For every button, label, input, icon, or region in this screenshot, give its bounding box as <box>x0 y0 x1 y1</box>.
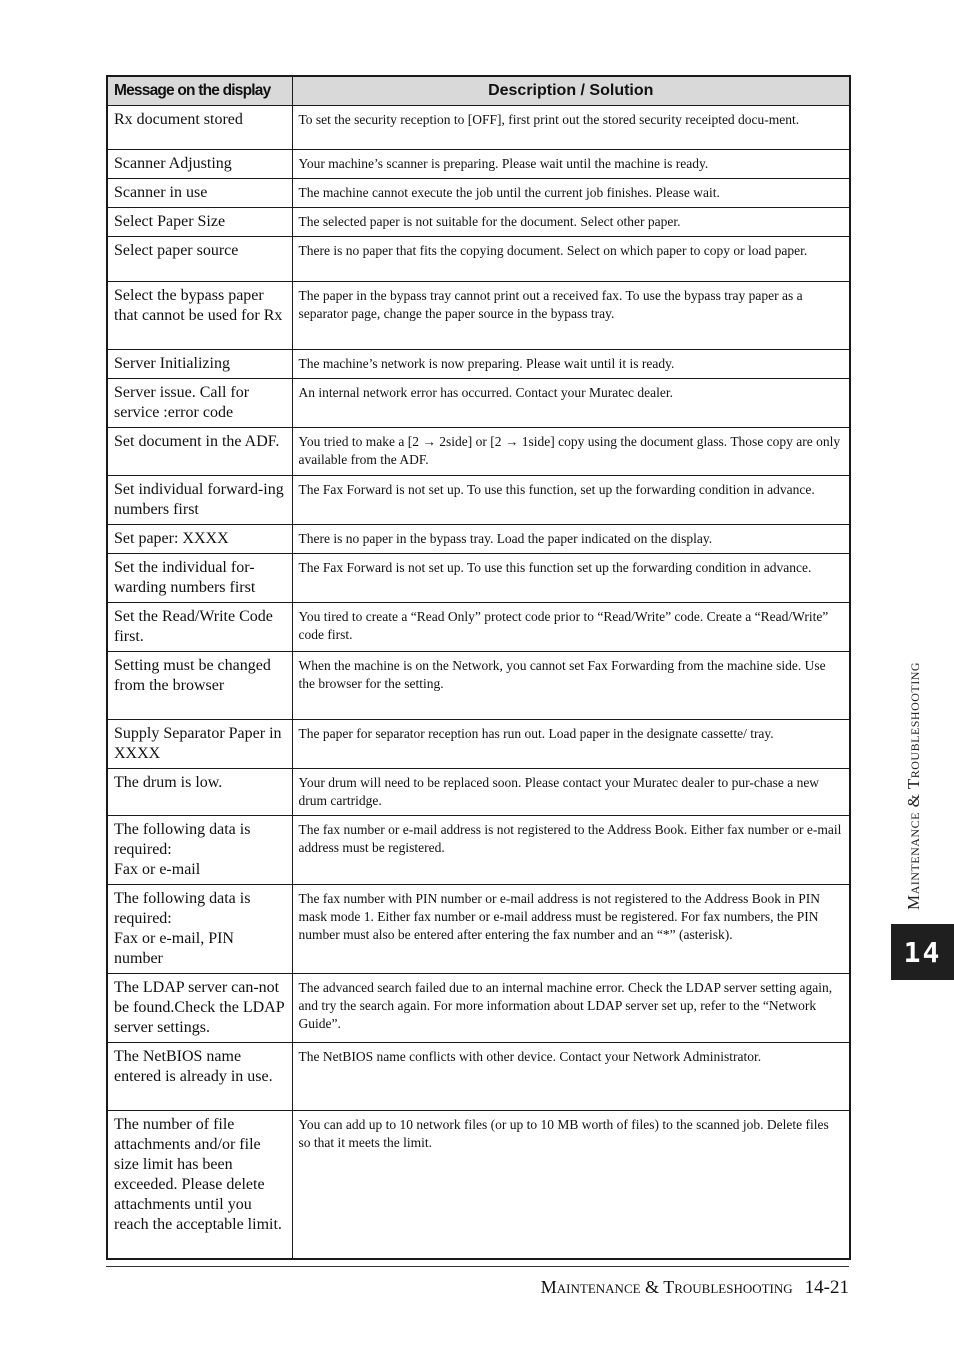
description-cell: The Fax Forward is not set up. To use this function, set up the forwarding condition in advance. <box>292 476 850 525</box>
description-cell: The machine cannot execute the job until the current job finishes. Please wait. <box>292 179 850 208</box>
column-header-description: Description / Solution <box>292 76 850 106</box>
column-header-message: Message on the display <box>107 76 292 106</box>
table-row <box>107 237 850 282</box>
table-row <box>107 1043 850 1111</box>
message-cell: Select the bypass paper that cannot be used for Rx <box>107 282 292 350</box>
table-row <box>107 769 850 816</box>
description-cell: The fax number or e-mail address is not registered to the Address Book. Either fax number or e-mail address must be registered. <box>292 816 850 885</box>
table-row <box>107 1111 850 1259</box>
description-cell: When the machine is on the Network, you cannot set Fax Forwarding from the machine side. Use the browser for the setting. <box>292 652 850 720</box>
description-cell: The advanced search failed due to an internal machine error. Check the LDAP server setting again, and try the search again. For more information about LDAP server set up, refer to the “Network Guide”. <box>292 974 850 1043</box>
message-cell: Rx document stored <box>107 106 292 150</box>
table-header-row <box>107 76 850 106</box>
message-cell: Supply Separator Paper in XXXX <box>107 720 292 769</box>
table-row <box>107 974 850 1043</box>
description-cell: You can add up to 10 network files (or up to 10 MB worth of files) to the scanned job. Delete files so that it meets the limit. <box>292 1111 850 1259</box>
table-row <box>107 282 850 350</box>
description-cell: The NetBIOS name conflicts with other device. Contact your Network Administrator. <box>292 1043 850 1111</box>
table-row <box>107 652 850 720</box>
description-cell: The paper in the bypass tray cannot print out a received fax. To use the bypass tray paper as a separator page, change the paper source in the bypass tray. <box>292 282 850 350</box>
table-row <box>107 179 850 208</box>
description-cell: To set the security reception to [OFF], first print out the stored security receipted docu-ment. <box>292 106 850 150</box>
table-row <box>107 379 850 428</box>
description-cell: The paper for separator reception has run out. Load paper in the designate cassette/ tray. <box>292 720 850 769</box>
table-row <box>107 816 850 885</box>
message-cell: Select paper source <box>107 237 292 282</box>
table-row <box>107 720 850 769</box>
message-cell: Set individual forward-ing numbers first <box>107 476 292 525</box>
table-row <box>107 350 850 379</box>
description-cell: Your drum will need to be replaced soon. Please contact your Muratec dealer to pur-chase a new drum cartridge. <box>292 769 850 816</box>
message-cell: Scanner Adjusting <box>107 150 292 179</box>
description-cell: You tried to make a [2 → 2side] or [2 → 1side] copy using the document glass. Those copy are only available from the ADF. <box>292 428 850 476</box>
table-body <box>107 106 850 1259</box>
description-cell: The machine’s network is now preparing. Please wait until it is ready. <box>292 350 850 379</box>
table-row <box>107 150 850 179</box>
message-cell: Set the Read/Write Code first. <box>107 603 292 652</box>
message-cell: Set document in the ADF. <box>107 428 292 476</box>
page-footer <box>541 1277 849 1299</box>
message-cell: Scanner in use <box>107 179 292 208</box>
chapter-number: 14 <box>903 935 942 969</box>
message-cell: The drum is low. <box>107 769 292 816</box>
description-cell: The Fax Forward is not set up. To use this function set up the forwarding condition in advance. <box>292 554 850 603</box>
footer-divider <box>106 1266 849 1267</box>
message-cell: Set the individual for-warding numbers first <box>107 554 292 603</box>
message-table <box>106 75 851 1260</box>
table-row <box>107 525 850 554</box>
description-cell: Your machine’s scanner is preparing. Please wait until the machine is ready. <box>292 150 850 179</box>
message-cell: The following data is required: Fax or e-mail, PIN number <box>107 885 292 974</box>
description-cell: An internal network error has occurred. Contact your Muratec dealer. <box>292 379 850 428</box>
table-row <box>107 885 850 974</box>
table-row <box>107 554 850 603</box>
message-cell: The following data is required: Fax or e-mail <box>107 816 292 885</box>
message-cell: Server Initializing <box>107 350 292 379</box>
message-cell: The NetBIOS name entered is already in use. <box>107 1043 292 1111</box>
message-cell: Server issue. Call for service :error code <box>107 379 292 428</box>
table-row <box>107 603 850 652</box>
description-cell: The fax number with PIN number or e-mail address is not registered to the Address Book in PIN mask mode 1. Either fax number or e-mail address must be registered. For fax numbers, the PIN number must also be entered after entering the fax number and an “*” (asterisk). <box>292 885 850 974</box>
page-number: 14-21 <box>804 1277 849 1298</box>
description-cell: You tired to create a “Read Only” protect code prior to “Read/Write” code. Create a “Read/Write” code first. <box>292 603 850 652</box>
table-row <box>107 476 850 525</box>
table-row <box>107 106 850 150</box>
table-row <box>107 428 850 476</box>
description-cell: There is no paper in the bypass tray. Load the paper indicated on the display. <box>292 525 850 554</box>
description-cell: There is no paper that fits the copying document. Select on which paper to copy or load paper. <box>292 237 850 282</box>
footer-section-title: Maintenance & Troubleshooting <box>540 1277 793 1297</box>
message-cell: Select Paper Size <box>107 208 292 237</box>
chapter-tab <box>891 924 954 980</box>
message-cell: Set paper: XXXX <box>107 525 292 554</box>
sidebar-section-title: Maintenance & Troubleshooting <box>904 661 923 910</box>
message-cell: The number of file attachments and/or file size limit has been exceeded. Please delete attachments until you reach the acceptable limit. <box>107 1111 292 1259</box>
message-cell: The LDAP server can-not be found.Check the LDAP server settings. <box>107 974 292 1043</box>
description-cell: The selected paper is not suitable for the document. Select other paper. <box>292 208 850 237</box>
message-cell: Setting must be changed from the browser <box>107 652 292 720</box>
table-row <box>107 208 850 237</box>
